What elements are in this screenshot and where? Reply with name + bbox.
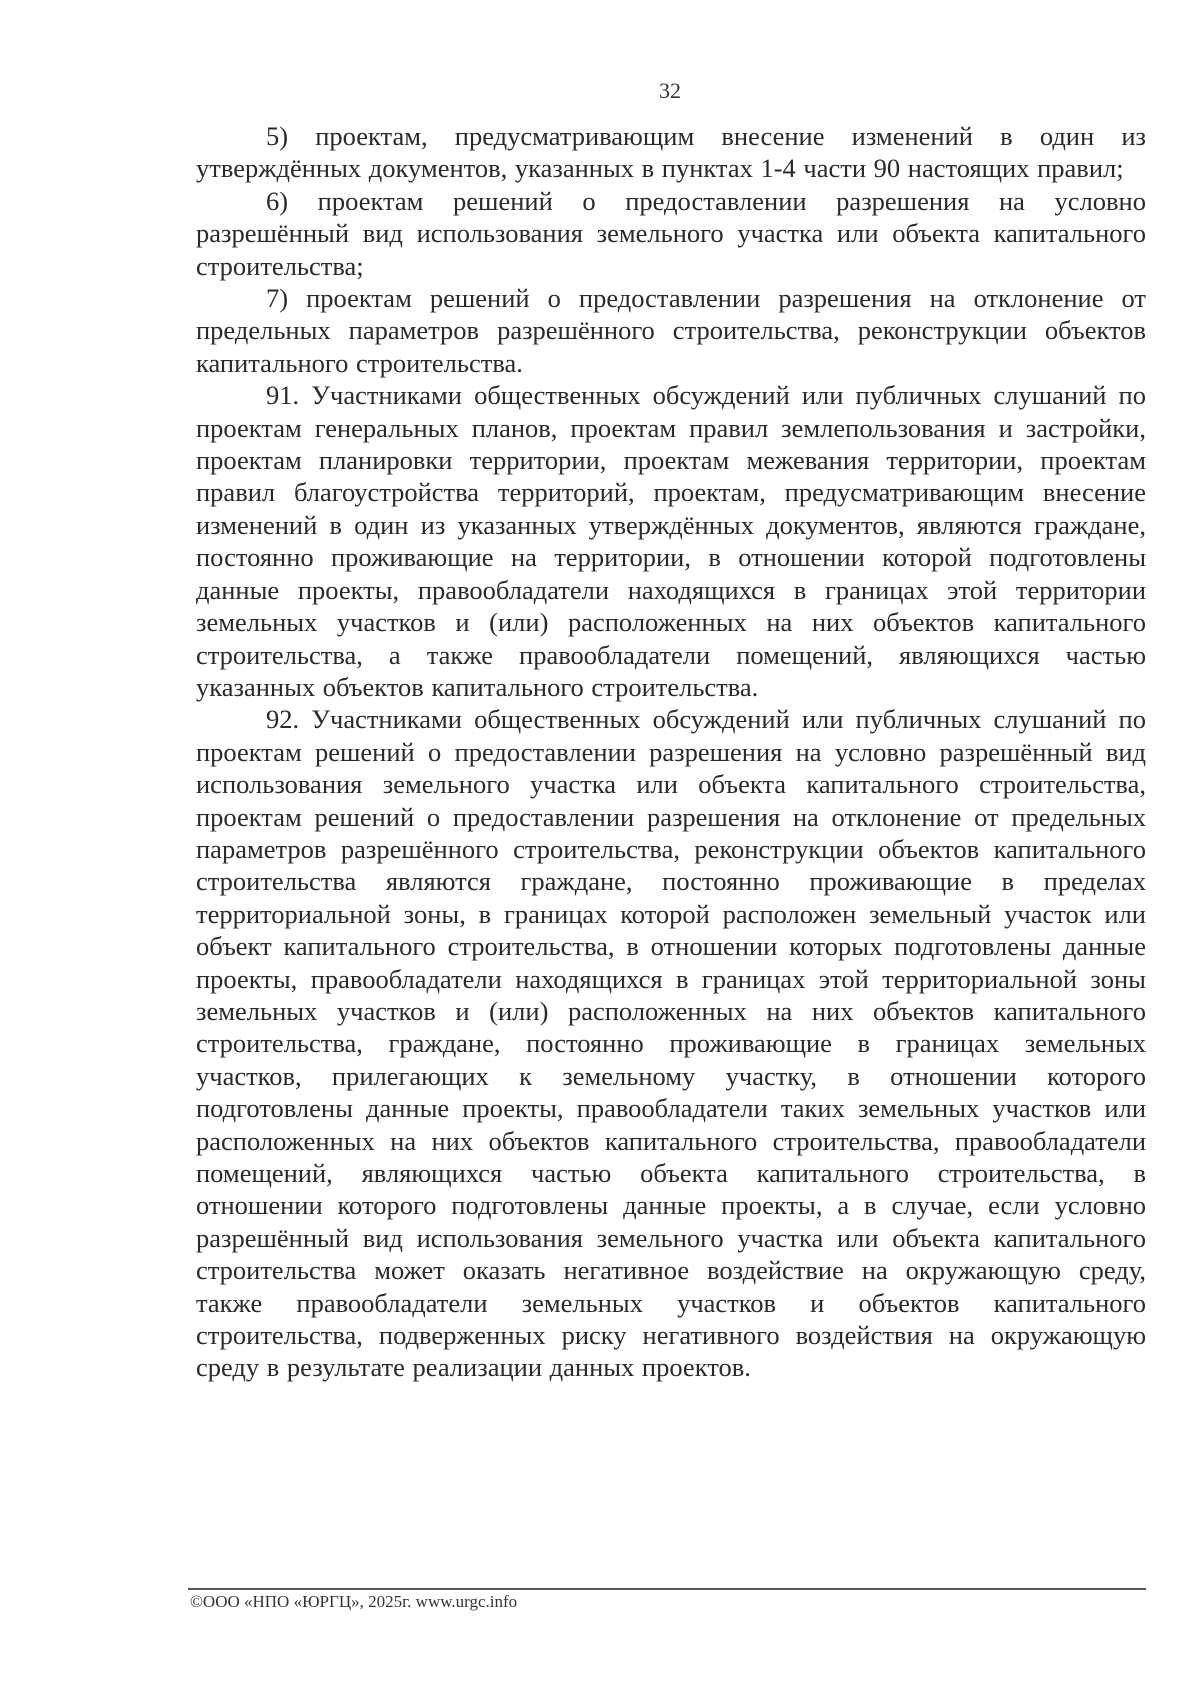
paragraph-item-6: 6) проектам решений о предоставлении разрешения на условно разрешённый вид использования земельного участка или объекта капитального строительства; bbox=[196, 185, 1146, 281]
paragraph-section-91: 91. Участниками общественных обсуждений или публичных слушаний по проектам генеральных планов, проектам правил землепользования и застройки, проектам планировки территории, проектам межевания территории, проектам правил благоустройства территорий, проектам, предусматривающим внесение изменений в один из указанных утверждённых документов, являются граждане, постоянно проживающие на территории, в отношении которой подготовлены данные проекты, правообладатели находящихся в границах этой территории земельных участков и (или) расположенных на них объектов капитального строительства, а также правообладатели помещений, являющихся частью указанных объектов капитального строительства. bbox=[196, 380, 1146, 702]
paragraph-item-5: 5) проектам, предусматривающим внесение изменений в один из утверждённых документов, указанных в пунктах 1-4 части 90 настоящих правил; bbox=[196, 121, 1146, 184]
paragraph-item-7: 7) проектам решений о предоставлении разрешения на отклонение от предельных параметров разрешённого строительства, реконструкции объектов капитального строительства. bbox=[196, 283, 1146, 378]
footer-divider bbox=[188, 1588, 1146, 1590]
page-number: 32 bbox=[659, 78, 681, 103]
paragraph-section-92: 92. Участниками общественных обсуждений или публичных слушаний по проектам решений о предоставлении разрешения на условно разрешённый вид использования земельного участка или объекта капитального строительства, проектам решений о предоставлении разрешения на отклонение от предельных параметров разрешённого строительства, реконструкции объектов капитального строительства являются граждане, постоянно проживающие в пределах территориальной зоны, в границах которой расположен земельный участок или объект капитального строительства, в отношении которых подготовлены данные проекты, правообладатели находящихся в границах этой территориальной зоны земельных участков и (или) расположенных на них объектов капитального строительства, граждане, постоянно проживающие в границах земельных участков, прилегающих к земельному участку, в отношении которого подготовлены данные проекты, правообладатели таких земельных участков или расположенных на них объектов капитального строительства, правообладатели помещений, являющихся частью объекта капитального строительства, в отношении которого подготовлены данные проекты, а в случае, если условно разрешённый вид использования земельного участка или объекта капитального строительства может оказать негативное воздействие на окружающую среду, также правообладатели земельных участков и объектов капитального строительства, подверженных риску негативного воздействия на окружающую среду в результате реализации данных проектов. bbox=[196, 704, 1146, 1383]
document-body bbox=[196, 120, 1146, 1384]
footer-copyright: ©ООО «НПО «ЮРГЦ», 2025г. www.urgc.info bbox=[190, 1592, 518, 1611]
